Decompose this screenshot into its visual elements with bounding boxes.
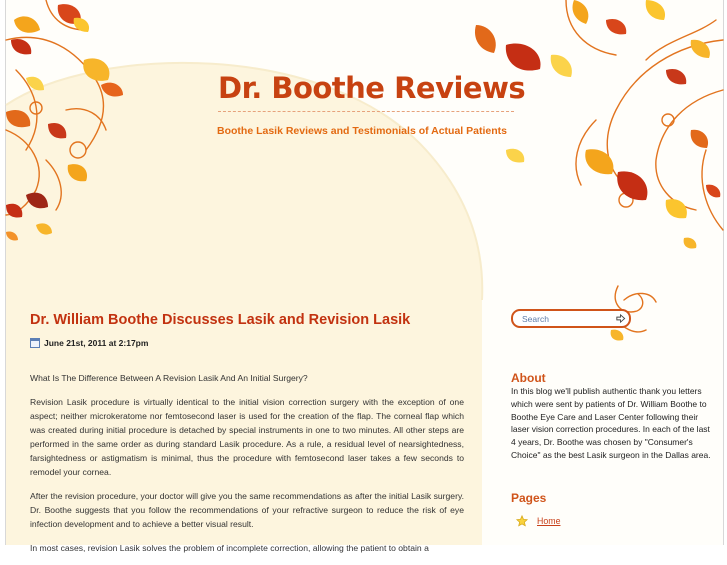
calendar-icon: [30, 338, 40, 348]
post-paragraph: In most cases, revision Lasik solves the problem of incomplete correction, allowing the patient to obtain a: [30, 543, 429, 553]
about-text: In this blog we'll publish authentic thank you letters which were sent by patients of Dr. William Boothe to Boothe Eye Care and Laser Center following their laser vision correction procedures. In each of the last 4 years, Dr. Boothe was chosen by "Consumer's Choice" as the best Lasik surgeon in the Dallas area.: [511, 386, 711, 460]
post-date: June 21st, 2011 at 2:17pm: [44, 338, 149, 348]
search-input[interactable]: [522, 312, 606, 325]
site-title[interactable]: Dr. Boothe Reviews: [218, 71, 526, 105]
post-body: [30, 371, 464, 555]
pages-link-home[interactable]: Home: [537, 516, 561, 526]
post-paragraph: After the revision procedure, your doctor will give you the same recommendations as after the initial Lasik surgery. Dr. Boothe suggests that you follow the recommendations of your refractive surgeon to reduce the risk of eye infection development and to achieve a better visual result.: [30, 491, 464, 529]
star-icon: [516, 515, 528, 527]
about-widget-title: About: [511, 371, 546, 385]
arrow-right-icon[interactable]: [615, 313, 626, 324]
pages-widget-title: Pages: [511, 491, 547, 505]
post-paragraph: What Is The Difference Between A Revision Lasik And An Initial Surgery?: [30, 373, 308, 383]
post-title-link[interactable]: Dr. William Boothe Discusses Lasik and Revision Lasik: [30, 312, 411, 328]
post-paragraph: Revision Lasik procedure is virtually identical to the initial vision correction surgery with the exception of one aspect; neither microkeratome nor femtosecond laser is used for the creation of the flap. The corneal flap which was created during initial procedure is detached by special instruments in one to two minutes. All other steps are performed in the same order as during standard Lasik procedure. As a rule, a residual level of nearsightedness, farsightedness or astigmatism is minimal, thus the procedure with femtosecond laser takes a few seconds to remodel your cornea.: [30, 397, 464, 477]
page-frame: [5, 0, 724, 553]
pages-list: [516, 515, 560, 527]
post-meta: [30, 337, 464, 349]
search-form: [511, 309, 631, 328]
title-divider: [218, 111, 514, 112]
pages-list-item: [516, 515, 560, 527]
blog-post: [30, 312, 464, 565]
site-tagline: Boothe Lasik Reviews and Testimonials of Actual Patients: [217, 125, 507, 137]
